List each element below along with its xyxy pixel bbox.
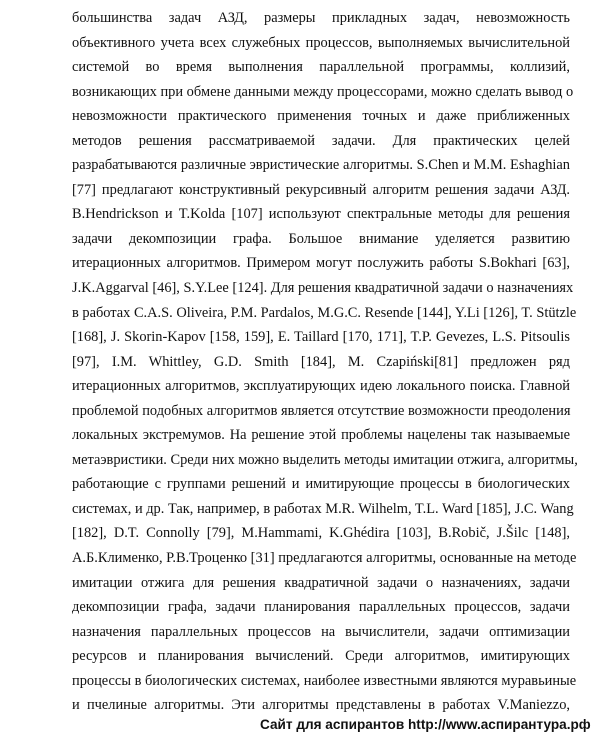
text-line: процессы в биологических системах, наиболее известными являются муравьиные — [72, 672, 577, 689]
text-line: возникающих при обмене данными между процессорами, можно сделать вывод о — [72, 83, 574, 100]
text-line: в работах C.A.S. Oliveira, P.M. Pardalos, M.G.C. Resende [144], Y.Li [126], T. Stützle — [72, 304, 577, 321]
text-line: B.Hendrickson и T.Kolda [107] используют спектральные методы для решения — [72, 206, 570, 223]
text-line: системой во время выполнения параллельной программы, коллизий, — [72, 59, 570, 76]
text-line: [97], I.M. Whittley, G.D. Smith [184], M. Czapiński[81] предложен ряд — [72, 353, 570, 370]
text-line: методов решения рассматриваемой задачи. Для практических целей — [72, 132, 570, 149]
text-line: работающие с группами решений и имитирующие процессы в биологических — [72, 476, 570, 493]
text-line: имитации отжига для решения квадратичной задачи о назначениях, задачи — [72, 574, 570, 591]
text-line: проблемой подобных алгоритмов является отсутствие возможности преодоления — [72, 402, 571, 419]
text-line: метаэвристики. Среди них можно выделить методы имитации отжига, алгоритмы, — [72, 451, 578, 468]
text-line: ресурсов и планирования вычислений. Среди алгоритмов, имитирующих — [72, 648, 570, 665]
text-line: объективного учета всех служебных процессов, выполняемых вычислительной — [72, 34, 570, 51]
text-line: декомпозиции графа, задачи планирования параллельных процессов, задачи — [72, 599, 570, 616]
text-line: А.Б.Клименко, Р.В.Троценко [31] предлагаются алгоритмы, основанные на методе — [72, 550, 577, 567]
text-line: [182], D.T. Connolly [79], M.Hammami, K.Ghédira [103], B.Robič, J.Šilc [148], — [72, 525, 570, 542]
text-line: [77] предлагают конструктивный рекурсивный алгоритм решения задачи АЗД. — [72, 181, 570, 198]
text-line: задачи декомпозиции графа. Большое внимание уделяется развитию — [72, 230, 570, 247]
text-line: системах, и др. Так, например, в работах M.R. Wilhelm, T.L. Ward [185], J.C. Wang — [72, 500, 574, 517]
text-line: и пчелиные алгоритмы. Эти алгоритмы представлены в работах V.Maniezzo, — [72, 697, 570, 714]
text-line: разрабатываются различные эвристические алгоритмы. S.Chen и M.M. Eshaghian — [72, 157, 570, 174]
text-line: невозможности практического применения точных и даже приближенных — [72, 108, 570, 125]
text-line: J.K.Aggarval [46], S.Y.Lee [124]. Для решения квадратичной задачи о назначениях — [72, 280, 574, 297]
text-line: большинства задач АЗД, размеры прикладных задач, невозможность — [72, 10, 570, 26]
text-line: локальных экстремумов. На решение этой проблемы нацелены так называемые — [72, 427, 570, 444]
text-line: [168], J. Skorin-Kapov [158, 159], E. Taillard [170, 171], T.P. Gevezes, L.S. Pitsoulis — [72, 329, 570, 346]
site-footer-watermark: Сайт для аспирантов http://www.аспирантура.рф — [260, 717, 591, 732]
text-line: итерационных алгоритмов, эксплуатирующих идею локального поиска. Главной — [72, 378, 570, 395]
document-body — [72, 6, 578, 718]
text-line: итерационных алгоритмов. Примером могут послужить работы S.Bokhari [63], — [72, 255, 570, 272]
text-line: назначения параллельных процессов на вычислители, задачи оптимизации — [72, 623, 570, 640]
